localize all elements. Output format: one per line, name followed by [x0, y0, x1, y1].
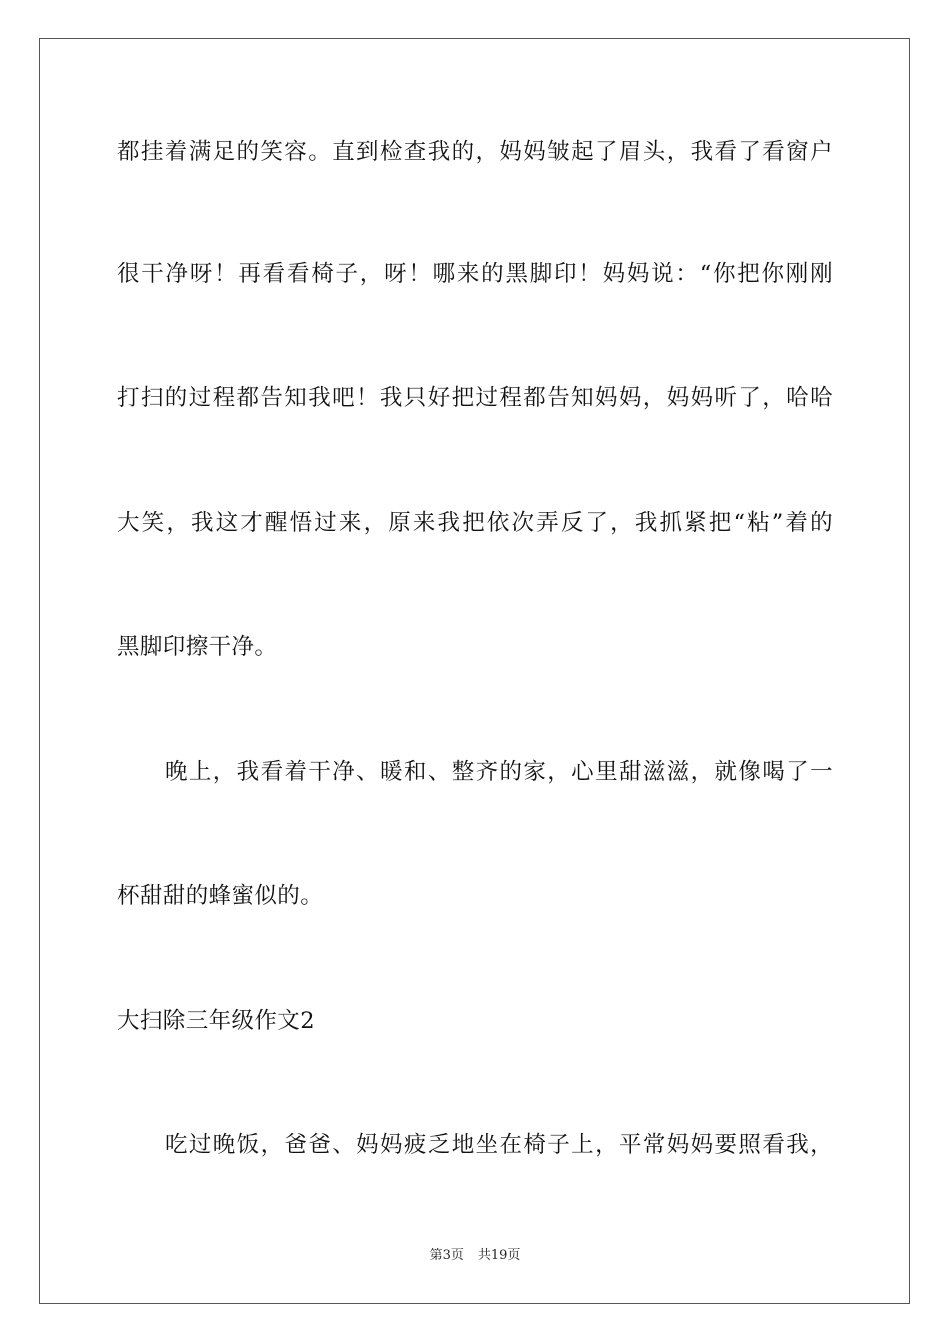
body-text-line-5: 黑脚印擦干净。 — [117, 634, 278, 660]
paragraph-3-line-1: 吃过晚饭，爸爸、妈妈疲乏地坐在椅子上，平常妈妈要照看我， — [165, 1132, 833, 1158]
body-text-line-1: 都挂着满足的笑容。直到检查我的，妈妈皱起了眉头，我看了看窗户 — [117, 139, 833, 165]
page-number: 第3页 — [429, 1248, 464, 1263]
section-heading: 大扫除三年级作文2 — [117, 1008, 315, 1034]
body-text-line-4: 大笑，我这才醒悟过来，原来我把依次弄反了，我抓紧把“粘”着的 — [117, 510, 833, 536]
paragraph-2-line-2: 杯甜甜的蜂蜜似的。 — [117, 883, 324, 909]
page-total: 共19页 — [477, 1248, 521, 1263]
body-text-line-3: 打扫的过程都告知我吧！我只好把过程都告知妈妈，妈妈听了，哈哈 — [117, 385, 833, 411]
paragraph-2-line-1: 晚上，我看着干净、暖和、整齐的家，心里甜滋滋，就像喝了一 — [165, 759, 833, 785]
page-footer — [0, 1247, 950, 1265]
body-text-line-2: 很干净呀！再看看椅子，呀！哪来的黑脚印！妈妈说：“你把你刚刚 — [117, 261, 833, 287]
page-border — [39, 38, 910, 1304]
